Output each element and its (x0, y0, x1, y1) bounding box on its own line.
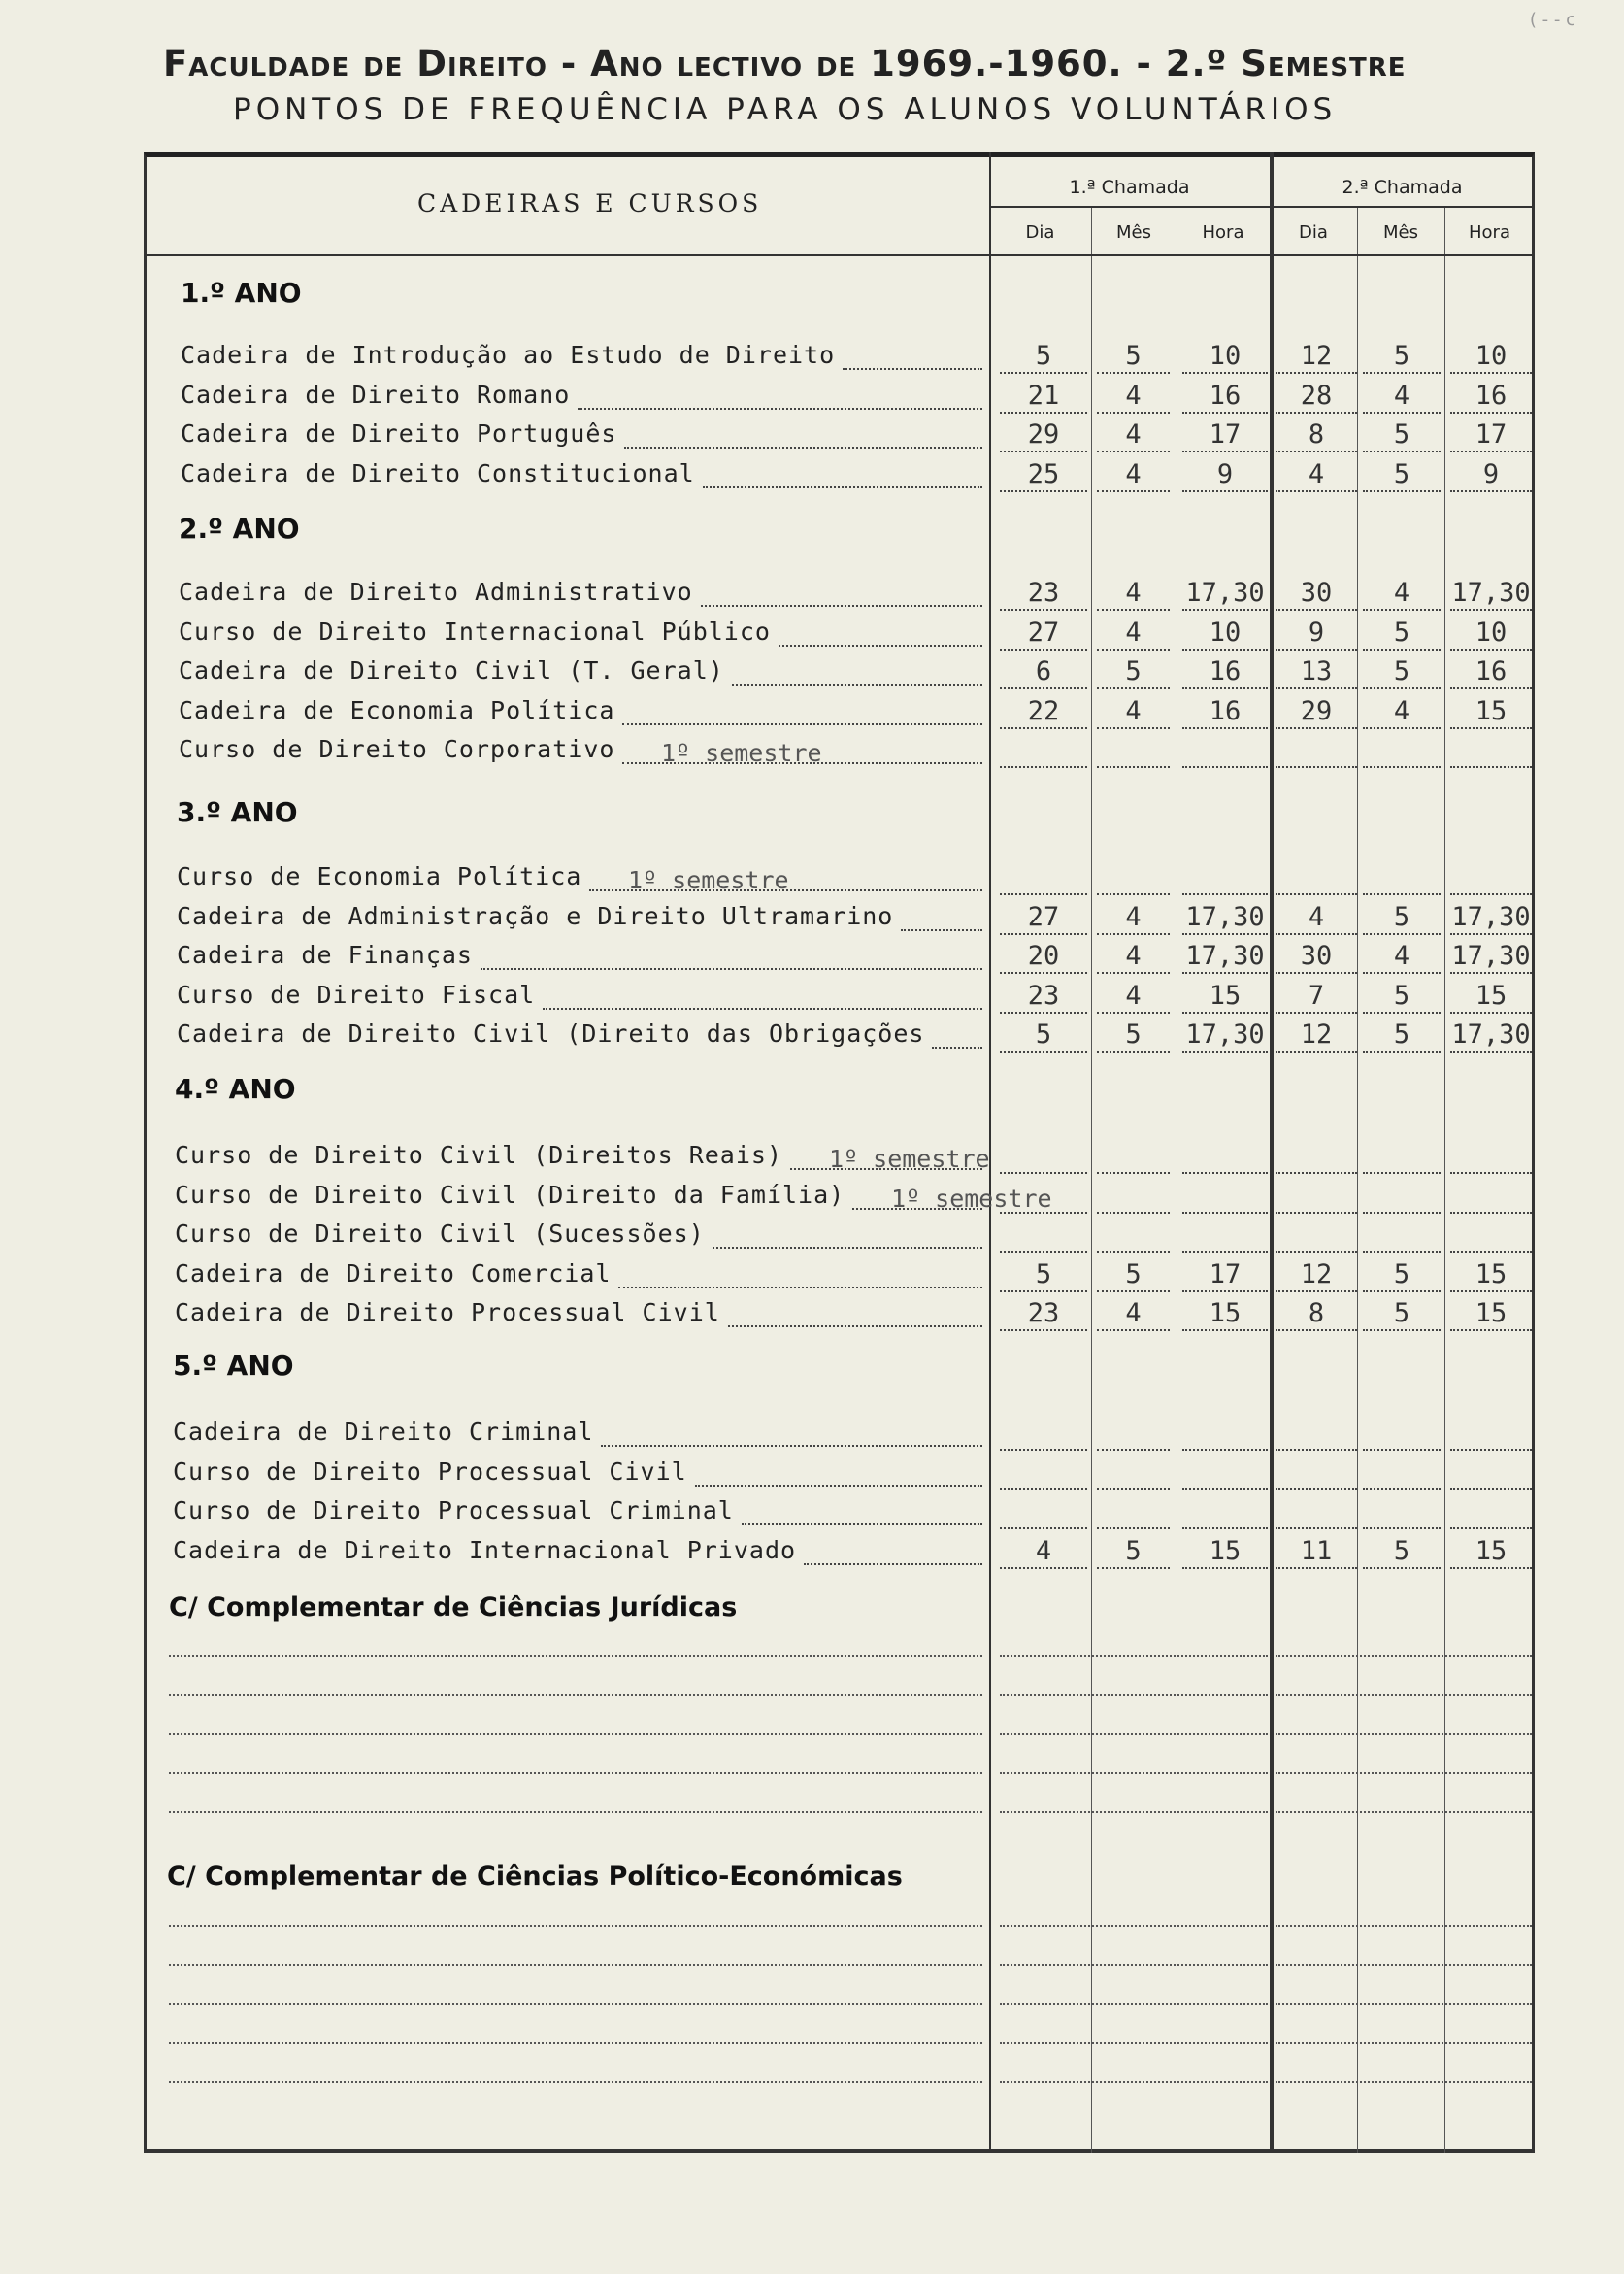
cell-dia-2: 9 (1276, 618, 1357, 651)
cell-mes-2: 5 (1363, 618, 1441, 651)
cell-hora-1: 16 (1182, 381, 1268, 414)
cell-hora-1: 17 (1182, 419, 1268, 452)
table-row (0, 381, 1624, 414)
cell-mes-1: 5 (1097, 341, 1170, 374)
table-row (0, 341, 1624, 374)
blank-entry-line (169, 1772, 982, 1774)
blank-entry-line (169, 2003, 982, 2005)
cell-mes-1: 4 (1097, 981, 1170, 1014)
cell-dia-2 (1276, 1220, 1357, 1253)
cell-dia-2 (1276, 862, 1357, 895)
cell-hora-2 (1450, 862, 1532, 895)
leader-dots (543, 1008, 982, 1010)
cell-mes-2: 5 (1363, 981, 1441, 1014)
blank-entry-line (1276, 1964, 1532, 1966)
corner-mark: ( - - c (1529, 10, 1575, 30)
cell-dia-2 (1276, 1141, 1357, 1174)
cell-dia-1 (1000, 1496, 1087, 1529)
table-row (0, 902, 1624, 935)
cell-hora-1: 16 (1182, 696, 1268, 729)
cell-mes-2 (1363, 1418, 1441, 1451)
table-row (0, 696, 1624, 729)
col-mes-2: Mês (1383, 222, 1418, 243)
blank-entry-line (1276, 2042, 1532, 2044)
blank-entry-line (1000, 1964, 1268, 1966)
cell-hora-2: 9 (1450, 459, 1532, 492)
blank-entry-line (169, 1964, 982, 1966)
cell-mes-2 (1363, 1220, 1441, 1253)
cell-hora-2 (1450, 735, 1532, 768)
subject-label: Cadeira de Direito Português (181, 419, 617, 448)
cell-dia-2 (1276, 1496, 1357, 1529)
blank-entry-line (169, 1694, 982, 1696)
cell-dia-2: 13 (1276, 656, 1357, 689)
cell-hora-1: 10 (1182, 341, 1268, 374)
table-row (0, 1536, 1624, 1569)
cell-dia-1: 20 (1000, 941, 1087, 974)
year-heading: 3.º ANO (177, 796, 298, 828)
table-row (0, 578, 1624, 611)
col-title-subjects: CADEIRAS E CURSOS (417, 189, 763, 217)
cell-mes-2: 4 (1363, 696, 1441, 729)
subject-label: Cadeira de Direito Administrativo (179, 578, 693, 606)
subject-label: Curso de Direito Processual Criminal (173, 1496, 734, 1524)
cell-mes-1: 4 (1097, 696, 1170, 729)
col-title-chamada1: 1.ª Chamada (1069, 177, 1190, 198)
cell-mes-1: 4 (1097, 578, 1170, 611)
cell-dia-2: 29 (1276, 696, 1357, 729)
cell-dia-1: 22 (1000, 696, 1087, 729)
subject-label: Curso de Economia Política (177, 862, 582, 890)
leader-dots (742, 1523, 982, 1525)
col-hora-2: Hora (1469, 222, 1510, 243)
cell-mes-1: 4 (1097, 618, 1170, 651)
cell-dia-1: 5 (1000, 341, 1087, 374)
cell-mes-2 (1363, 1181, 1441, 1214)
cell-mes-1: 5 (1097, 656, 1170, 689)
leader-dots (728, 1325, 982, 1327)
blank-entry-line (1000, 1733, 1268, 1735)
cell-mes-1: 4 (1097, 1298, 1170, 1331)
blank-entry-line (1276, 1811, 1532, 1813)
cell-mes-1: 5 (1097, 1259, 1170, 1292)
table-row (0, 1457, 1624, 1490)
col-dia-1: Dia (1025, 222, 1055, 243)
cell-mes-1 (1097, 862, 1170, 895)
blank-entry-line (1000, 1811, 1268, 1813)
leader-dots (701, 605, 982, 607)
cell-hora-1: 17,30 (1182, 941, 1268, 974)
leader-dots (901, 929, 982, 931)
cell-dia-1: 23 (1000, 578, 1087, 611)
header-bottom-line (144, 254, 1535, 256)
year-heading: 4.º ANO (175, 1073, 296, 1105)
cell-mes-2: 4 (1363, 941, 1441, 974)
cell-hora-2: 17 (1450, 419, 1532, 452)
blank-entry-line (1000, 2081, 1268, 2083)
cell-dia-1: 29 (1000, 419, 1087, 452)
cell-hora-2 (1450, 1457, 1532, 1490)
cell-hora-1: 15 (1182, 981, 1268, 1014)
cell-hora-2: 15 (1450, 1536, 1532, 1569)
cell-dia-2: 30 (1276, 578, 1357, 611)
cell-dia-2: 8 (1276, 1298, 1357, 1331)
cell-mes-2 (1363, 862, 1441, 895)
blank-entry-line (1276, 2003, 1532, 2005)
cell-dia-1 (1000, 862, 1087, 895)
cell-mes-1 (1097, 1496, 1170, 1529)
cell-hora-2 (1450, 1181, 1532, 1214)
cell-mes-1 (1097, 1418, 1170, 1451)
cell-mes-1 (1097, 1220, 1170, 1253)
cell-mes-2: 5 (1363, 341, 1441, 374)
subject-label: Curso de Direito Civil (Sucessões) (175, 1220, 705, 1248)
cell-dia-1 (1000, 1457, 1087, 1490)
blank-entry-line (169, 1925, 982, 1927)
cell-mes-2: 5 (1363, 1259, 1441, 1292)
leader-dots (703, 486, 982, 488)
col-divider-hora2 (1444, 206, 1445, 2153)
cell-mes-2 (1363, 735, 1441, 768)
leader-dots (624, 447, 982, 449)
cell-hora-2 (1450, 1418, 1532, 1451)
section-complementar-economicas: C/ Complementar de Ciências Político-Económicas (167, 1861, 903, 1891)
cell-dia-1 (1000, 1141, 1087, 1174)
col-dia-2: Dia (1299, 222, 1328, 243)
cell-mes-2 (1363, 1141, 1441, 1174)
subject-label: Curso de Direito Fiscal (177, 980, 536, 1009)
cell-hora-1 (1182, 1181, 1268, 1214)
document-title: Faculdade de Direito - Ano lectivo de 1969.-1960. - 2.º Semestre (163, 43, 1407, 84)
cell-hora-2: 10 (1450, 618, 1532, 651)
cell-mes-1 (1097, 1141, 1170, 1174)
cell-mes-1 (1097, 735, 1170, 768)
table-row (0, 419, 1624, 452)
document-subtitle: PONTOS DE FREQUÊNCIA PARA OS ALUNOS VOLUNTÁRIOS (233, 92, 1338, 127)
table-row (0, 862, 1624, 895)
blank-entry-line (1000, 1925, 1268, 1927)
semester-note: 1º semestre (891, 1184, 1052, 1213)
cell-hora-2: 17,30 (1450, 941, 1532, 974)
col-hora-1: Hora (1202, 222, 1244, 243)
table-row (0, 656, 1624, 689)
leader-dots (804, 1563, 982, 1565)
cell-hora-1: 17,30 (1182, 1020, 1268, 1053)
leader-dots (843, 368, 982, 370)
cell-mes-1: 4 (1097, 941, 1170, 974)
year-heading: 2.º ANO (179, 513, 300, 545)
table-row (0, 1181, 1624, 1214)
cell-dia-2: 4 (1276, 459, 1357, 492)
semester-note: 1º semestre (628, 866, 789, 894)
semester-note: 1º semestre (829, 1145, 990, 1173)
cell-dia-2: 8 (1276, 419, 1357, 452)
subject-label: Curso de Direito Civil (Direito da Família) (175, 1180, 845, 1209)
year-heading: 5.º ANO (173, 1350, 294, 1382)
table-row (0, 1298, 1624, 1331)
blank-entry-line (1000, 2003, 1268, 2005)
subject-label: Cadeira de Finanças (177, 941, 473, 969)
cell-dia-2: 28 (1276, 381, 1357, 414)
cell-dia-2: 30 (1276, 941, 1357, 974)
subject-label: Cadeira de Direito Civil (T. Geral) (179, 656, 724, 685)
cell-dia-2 (1276, 1418, 1357, 1451)
cell-mes-2: 5 (1363, 656, 1441, 689)
cell-hora-2: 10 (1450, 341, 1532, 374)
table-row (0, 459, 1624, 492)
header-divider (989, 206, 1535, 208)
cell-hora-2: 15 (1450, 696, 1532, 729)
cell-dia-1: 23 (1000, 1298, 1087, 1331)
blank-entry-line (169, 2042, 982, 2044)
cell-mes-2: 5 (1363, 1298, 1441, 1331)
leader-dots (713, 1247, 982, 1249)
cell-hora-1 (1182, 1220, 1268, 1253)
leader-dots (601, 1445, 982, 1447)
cell-hora-1: 17,30 (1182, 902, 1268, 935)
cell-hora-1: 15 (1182, 1536, 1268, 1569)
table-row (0, 1220, 1624, 1253)
cell-hora-2: 17,30 (1450, 1020, 1532, 1053)
subject-label: Cadeira de Economia Política (179, 695, 615, 724)
cell-mes-2: 5 (1363, 419, 1441, 452)
cell-hora-1: 16 (1182, 656, 1268, 689)
col-divider-mes2 (1357, 206, 1358, 2153)
cell-mes-1: 4 (1097, 902, 1170, 935)
leader-dots (578, 408, 982, 410)
table-row (0, 1141, 1624, 1174)
cell-hora-2: 15 (1450, 1259, 1532, 1292)
cell-hora-1 (1182, 1418, 1268, 1451)
semester-note: 1º semestre (661, 739, 822, 767)
blank-entry-line (1276, 1733, 1532, 1735)
leader-dots (695, 1485, 982, 1487)
cell-mes-1 (1097, 1181, 1170, 1214)
cell-dia-1: 27 (1000, 618, 1087, 651)
subject-label: Cadeira de Direito Criminal (173, 1418, 594, 1446)
table-row (0, 981, 1624, 1014)
subject-label: Curso de Direito Processual Civil (173, 1456, 687, 1486)
blank-entry-line (1276, 1694, 1532, 1696)
cell-mes-1: 5 (1097, 1536, 1170, 1569)
cell-dia-2 (1276, 735, 1357, 768)
cell-hora-2 (1450, 1496, 1532, 1529)
cell-dia-1 (1000, 1220, 1087, 1253)
leader-dots (618, 1287, 982, 1288)
table-row (0, 1418, 1624, 1451)
blank-entry-line (1000, 1655, 1268, 1657)
cell-mes-2: 4 (1363, 381, 1441, 414)
year-heading: 1.º ANO (181, 277, 302, 309)
cell-mes-1: 4 (1097, 459, 1170, 492)
cell-mes-2: 5 (1363, 459, 1441, 492)
cell-hora-1: 17 (1182, 1259, 1268, 1292)
cell-dia-1: 4 (1000, 1536, 1087, 1569)
cell-hora-2: 15 (1450, 981, 1532, 1014)
cell-hora-2: 16 (1450, 381, 1532, 414)
subject-label: Curso de Direito Corporativo (179, 735, 615, 763)
table-row (0, 735, 1624, 768)
cell-dia-1: 6 (1000, 656, 1087, 689)
cell-mes-2: 5 (1363, 902, 1441, 935)
blank-entry-line (169, 1811, 982, 1813)
cell-mes-1 (1097, 1457, 1170, 1490)
leader-dots (932, 1047, 982, 1049)
cell-hora-1 (1182, 1457, 1268, 1490)
subject-label: Cadeira de Direito Processual Civil (175, 1298, 720, 1326)
table-row (0, 941, 1624, 974)
blank-entry-line (169, 1655, 982, 1657)
blank-entry-line (169, 2081, 982, 2083)
cell-dia-1 (1000, 1418, 1087, 1451)
cell-mes-2: 5 (1363, 1020, 1441, 1053)
blank-entry-line (1276, 1655, 1532, 1657)
subject-label: Cadeira de Direito Internacional Privado (173, 1535, 797, 1564)
cell-mes-2 (1363, 1496, 1441, 1529)
cell-hora-2: 17,30 (1450, 902, 1532, 935)
cell-dia-1: 5 (1000, 1259, 1087, 1292)
cell-dia-2: 7 (1276, 981, 1357, 1014)
cell-mes-2: 4 (1363, 578, 1441, 611)
subject-label: Cadeira de Direito Constitucional (181, 458, 695, 487)
col-divider-mes1 (1091, 206, 1092, 2153)
subject-label: Cadeira de Introdução ao Estudo de Direito (181, 341, 836, 369)
subject-label: Cadeira de Direito Comercial (175, 1258, 612, 1287)
cell-hora-2 (1450, 1141, 1532, 1174)
subject-label: Cadeira de Administração e Direito Ultramarino (177, 901, 894, 930)
col-title-chamada2: 2.ª Chamada (1342, 177, 1463, 198)
section-complementar-juridicas: C/ Complementar de Ciências Jurídicas (169, 1592, 738, 1622)
cell-dia-2 (1276, 1181, 1357, 1214)
leader-dots (779, 645, 982, 647)
cell-hora-1 (1182, 1141, 1268, 1174)
cell-dia-2: 12 (1276, 1259, 1357, 1292)
blank-entry-line (1000, 1772, 1268, 1774)
blank-entry-line (1000, 2042, 1268, 2044)
blank-entry-line (169, 1733, 982, 1735)
cell-dia-2 (1276, 1457, 1357, 1490)
table-row (0, 618, 1624, 651)
col-mes-1: Mês (1116, 222, 1151, 243)
cell-hora-1 (1182, 735, 1268, 768)
cell-hora-1: 9 (1182, 459, 1268, 492)
cell-dia-1: 25 (1000, 459, 1087, 492)
blank-entry-line (1276, 1925, 1532, 1927)
cell-mes-1: 4 (1097, 381, 1170, 414)
leader-dots (622, 723, 982, 725)
cell-dia-2: 4 (1276, 902, 1357, 935)
subject-label: Cadeira de Direito Civil (Direito das Obrigações (177, 1020, 925, 1048)
subject-label: Curso de Direito Internacional Público (179, 617, 771, 646)
cell-mes-1: 5 (1097, 1020, 1170, 1053)
cell-dia-1 (1000, 1181, 1087, 1214)
cell-hora-1: 10 (1182, 618, 1268, 651)
cell-dia-2: 11 (1276, 1536, 1357, 1569)
cell-hora-1 (1182, 862, 1268, 895)
table-row (0, 1496, 1624, 1529)
table-row (0, 1259, 1624, 1292)
cell-mes-2: 5 (1363, 1536, 1441, 1569)
leader-dots (481, 968, 982, 970)
cell-dia-2: 12 (1276, 1020, 1357, 1053)
subject-label: Cadeira de Direito Romano (181, 380, 571, 409)
blank-entry-line (1276, 2081, 1532, 2083)
cell-dia-1: 23 (1000, 981, 1087, 1014)
blank-entry-line (1276, 1772, 1532, 1774)
cell-hora-1: 15 (1182, 1298, 1268, 1331)
subject-label: Curso de Direito Civil (Direitos Reais) (175, 1141, 782, 1169)
blank-entry-line (1000, 1694, 1268, 1696)
table-row (0, 1020, 1624, 1053)
cell-hora-2: 16 (1450, 656, 1532, 689)
cell-dia-1 (1000, 735, 1087, 768)
cell-hora-1: 17,30 (1182, 578, 1268, 611)
cell-hora-2 (1450, 1220, 1532, 1253)
cell-dia-1: 5 (1000, 1020, 1087, 1053)
cell-dia-1: 27 (1000, 902, 1087, 935)
cell-hora-1 (1182, 1496, 1268, 1529)
cell-hora-2: 15 (1450, 1298, 1532, 1331)
cell-hora-2: 17,30 (1450, 578, 1532, 611)
cell-dia-1: 21 (1000, 381, 1087, 414)
cell-dia-2: 12 (1276, 341, 1357, 374)
cell-mes-1: 4 (1097, 419, 1170, 452)
cell-mes-2 (1363, 1457, 1441, 1490)
leader-dots (732, 684, 982, 686)
